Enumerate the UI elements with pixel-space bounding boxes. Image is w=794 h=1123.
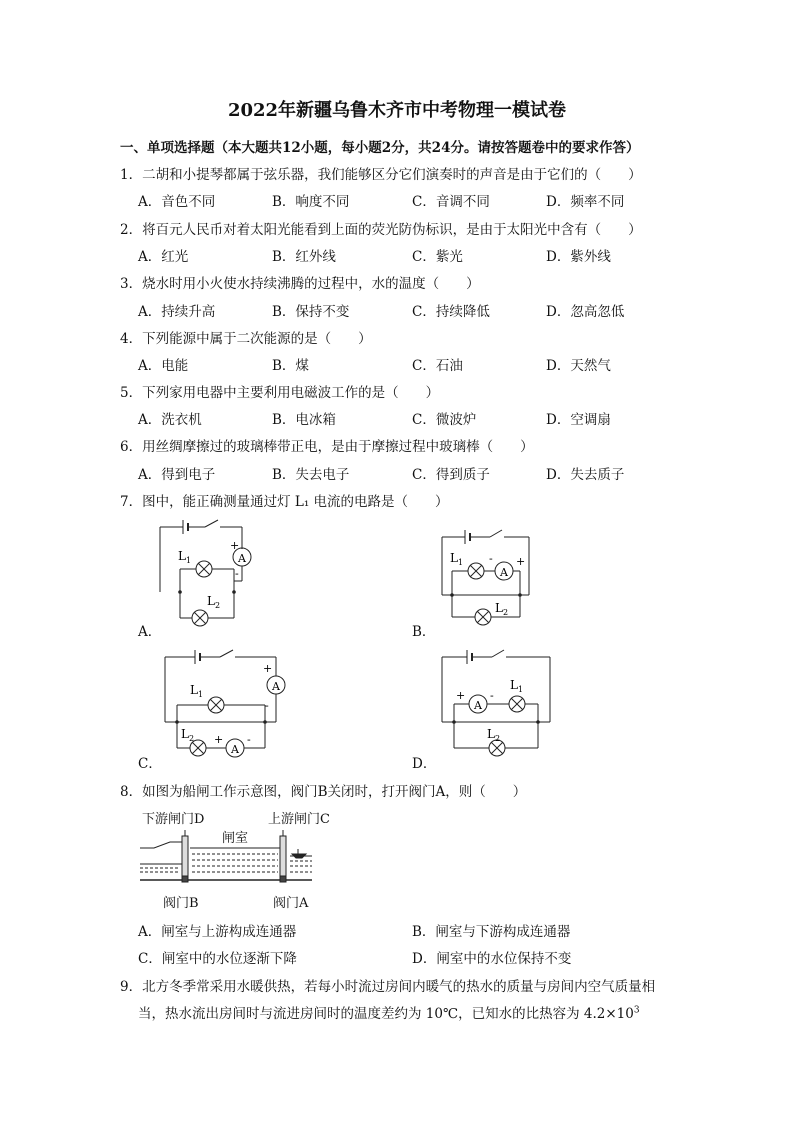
up-gate-label: 上游闸门C [268, 812, 330, 827]
q3-option-c: C．持续降低 [412, 304, 490, 320]
question-8-stem: 8．如图为船闸工作示意图，阀门B关闭时，打开阀门A，则（ ） [120, 784, 527, 800]
q7-label-a: A． [138, 624, 162, 640]
plus-sign: + [516, 555, 526, 568]
lamp-l1-label: $L_1$ [178, 549, 192, 565]
minus-sign: - [489, 552, 493, 565]
lock-chamber-label: 闸室 [222, 831, 249, 846]
lamp-l2-label: $L_2$ [487, 727, 501, 743]
plus-sign: + [214, 733, 224, 746]
q6-option-b: B．失去电子 [272, 467, 350, 483]
plus-sign: + [263, 662, 273, 675]
q2-option-b: B．红外线 [272, 249, 336, 265]
q1-option-d: D．频率不同 [546, 194, 625, 210]
plus-sign: + [230, 539, 240, 552]
minus-sign: - [235, 567, 239, 580]
question-9-text: 当，热水流出房间时与流进房间时的温度差约为 10℃，已知水的比热容为 4.2×10 [138, 1006, 634, 1022]
lamp-l1-label: $L_1$ [450, 551, 464, 567]
plus-sign: + [456, 689, 466, 702]
q3-option-d: D．忽高忽低 [546, 304, 625, 320]
q3-option-a: A．持续升高 [138, 304, 216, 320]
question-9-line-1: 9．北方冬季常采用水暖供热，若每小时流过房间内暖气的热水的质量与房间内空气质量相 [120, 979, 656, 995]
q7-label-b: B． [412, 624, 436, 640]
q5-option-a: A．洗衣机 [138, 412, 202, 428]
question-9-line-2 [138, 1002, 640, 1022]
question-5-stem: 5．下列家用电器中主要利用电磁波工作的是（ ） [120, 385, 440, 401]
ship-lock-diagram [140, 828, 320, 892]
circuit-diagram-a [150, 515, 265, 635]
q8-option-b: B．闸室与下游构成连通器 [412, 924, 571, 940]
valve-a-label: 阀门A [273, 896, 309, 911]
lamp-l2-label: $L_2$ [495, 601, 509, 617]
q5-option-c: C．微波炉 [412, 412, 477, 428]
q5-option-d: D．空调扇 [546, 412, 611, 428]
q4-option-a: A．电能 [138, 358, 189, 374]
q5-option-b: B．电冰箱 [272, 412, 336, 428]
minus-sign: - [247, 733, 251, 746]
q1-option-b: B．响度不同 [272, 194, 350, 210]
ammeter-label: A [474, 699, 482, 712]
ammeter-label: A [238, 552, 246, 565]
ammeter-label: A [272, 680, 280, 693]
q1-option-a: A．音色不同 [138, 194, 216, 210]
lamp-l1-label: $L_1$ [190, 683, 204, 699]
q2-option-c: C．紫光 [412, 249, 463, 265]
q2-option-d: D．紫外线 [546, 249, 611, 265]
q1-option-c: C．音调不同 [412, 194, 490, 210]
q4-option-c: C．石油 [412, 358, 463, 374]
q8-option-d: D．闸室中的水位保持不变 [412, 951, 572, 967]
q4-option-b: B．煤 [272, 358, 309, 374]
page-title: 2022年新疆乌鲁木齐市中考物理一模试卷 [227, 100, 567, 121]
question-7-stem: 7．图中，能正确测量通过灯 L₁ 电流的电路是（ ） [120, 494, 449, 510]
q6-option-d: D．失去质子 [546, 467, 625, 483]
valve-b-label: 阀门B [163, 896, 199, 911]
question-2-stem: 2．将百元人民币对着太阳光能看到上面的荧光防伪标识，是由于太阳光中含有（ ） [120, 222, 642, 238]
q6-option-a: A．得到电子 [138, 467, 216, 483]
q8-option-c: C．闸室中的水位逐渐下降 [138, 951, 297, 967]
lamp-l2-label: $L_2$ [207, 594, 221, 610]
q3-option-b: B．保持不变 [272, 304, 350, 320]
q4-option-d: D．天然气 [546, 358, 611, 374]
question-1-stem: 1．二胡和小提琴都属于弦乐器，我们能够区分它们演奏时的声音是由于它们的（ ） [120, 167, 642, 183]
lamp-l2-label: $L_2$ [181, 727, 195, 743]
q8-option-a: A．闸室与上游构成连通器 [138, 924, 297, 940]
lamp-l1-label: $L_1$ [510, 678, 524, 694]
exponent: 3 [633, 1005, 640, 1016]
circuit-diagram-c [155, 645, 290, 770]
question-4-stem: 4．下列能源中属于二次能源的是（ ） [120, 331, 372, 347]
down-gate-label: 下游闸门D [142, 812, 205, 827]
minus-sign: - [265, 699, 269, 712]
question-3-stem: 3．烧水时用小火使水持续沸腾的过程中，水的温度（ ） [120, 276, 480, 292]
ammeter-label: A [231, 743, 239, 756]
circuit-diagram-d [432, 645, 557, 770]
section-heading: 一、单项选择题（本大题共12小题，每小题2分，共24分。请按答题卷中的要求作答） [120, 140, 640, 156]
circuit-diagram-b [432, 525, 542, 635]
q2-option-a: A．红光 [138, 249, 189, 265]
minus-sign: - [490, 689, 494, 702]
q7-label-d: D． [412, 756, 437, 772]
question-6-stem: 6．用丝绸摩擦过的玻璃棒带正电，是由于摩擦过程中玻璃棒（ ） [120, 439, 534, 455]
ammeter-label: A [500, 566, 508, 579]
q6-option-c: C．得到质子 [412, 467, 490, 483]
q7-label-c: C． [138, 756, 162, 772]
